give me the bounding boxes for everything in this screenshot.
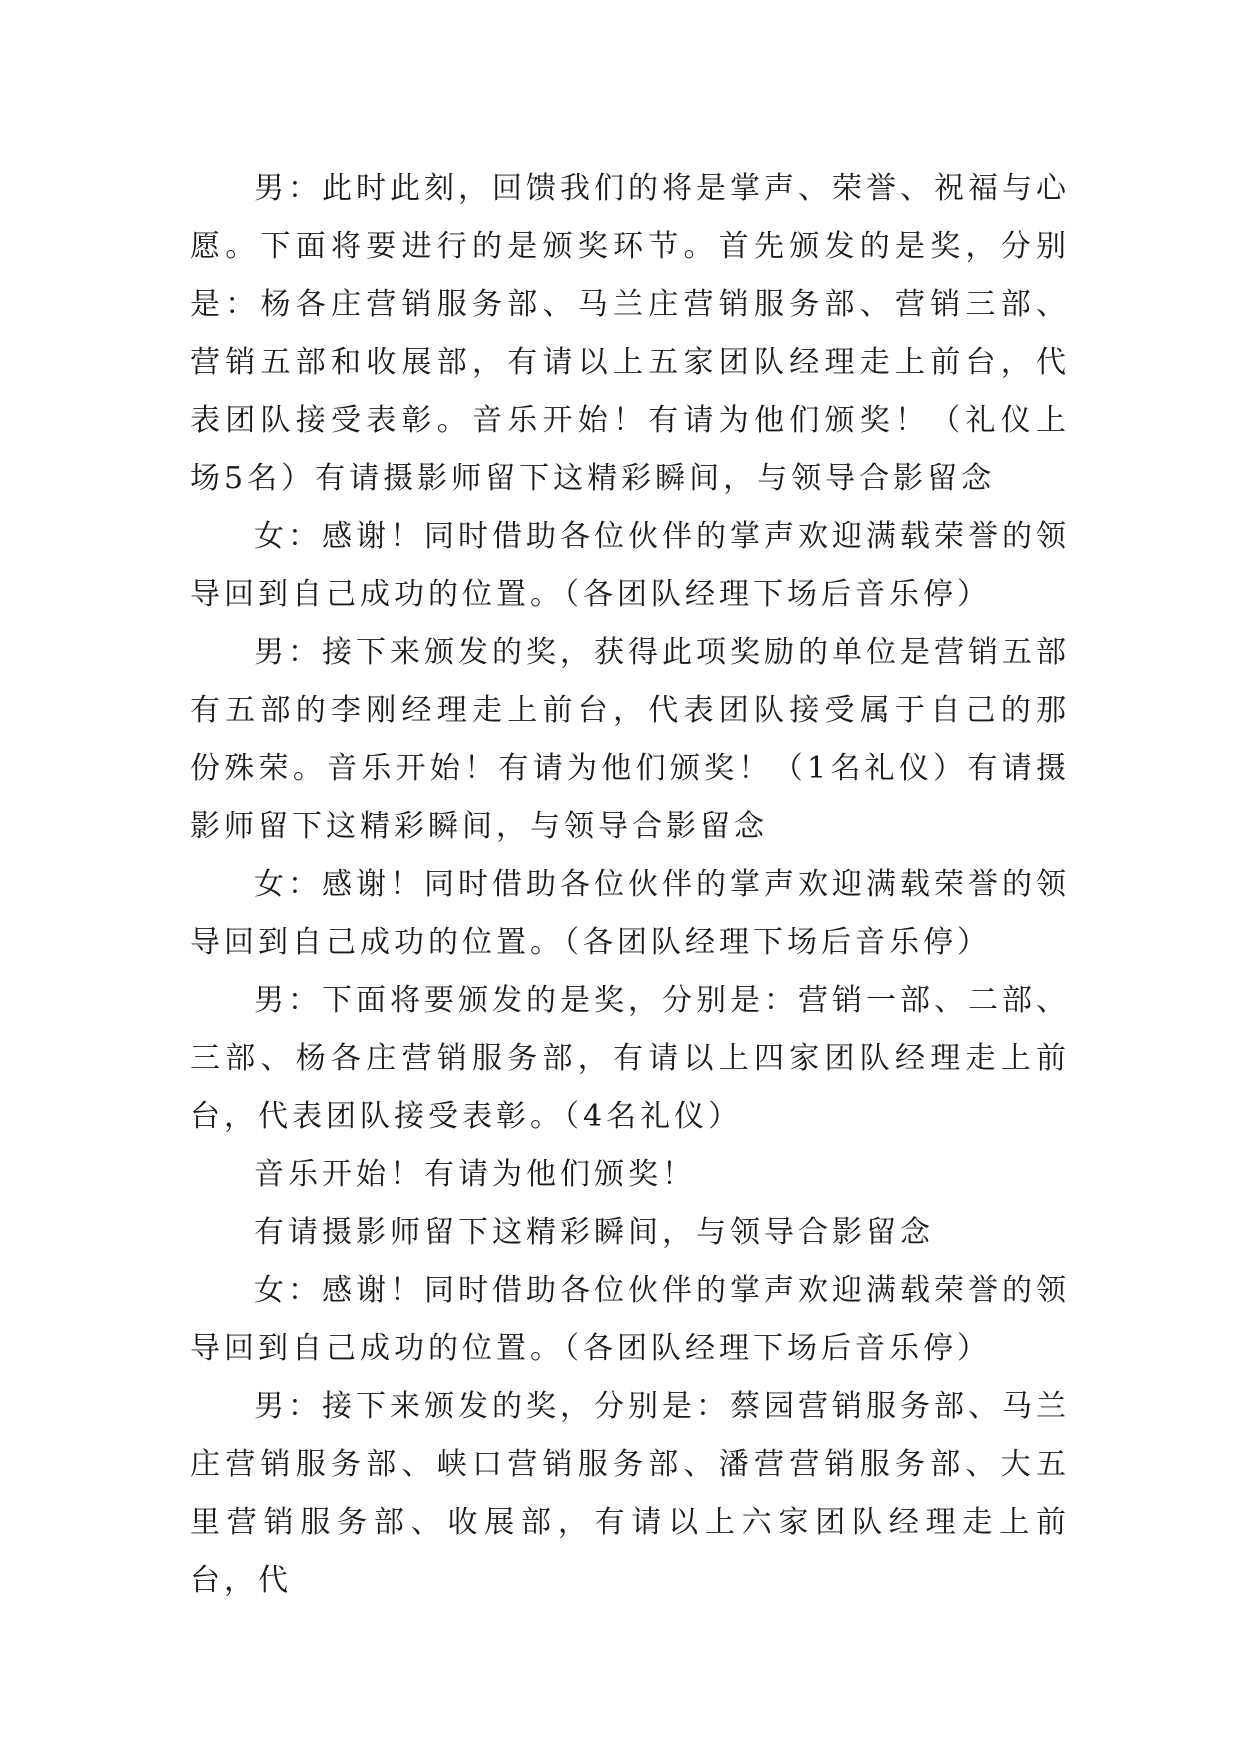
- paragraph-3: 男：接下来颁发的奖，获得此项奖励的单位是营销五部有五部的李刚经理走上前台，代表团队接受属于自己的那份殊荣。音乐开始！有请为他们颁奖！（1名礼仪）有请摄影师留下这精彩瞬间，与领导合影留念: [190, 635, 1070, 844]
- paragraph-8: 女：感谢！同时借助各位伙伴的掌声欢迎满载荣誉的领导回到自己成功的位置。（各团队经理下场后音乐停）: [190, 1273, 1070, 1366]
- paragraph-7: 有请摄影师留下这精彩瞬间，与领导合影留念: [254, 1215, 934, 1250]
- document-body: [190, 160, 1070, 1610]
- paragraph-5: 男：下面将要颁发的是奖，分别是：营销一部、二部、三部、杨各庄营销服务部，有请以上四家团队经理走上前台，代表团队接受表彰。（4名礼仪）: [190, 983, 1070, 1134]
- paragraph-1: 男：此时此刻，回馈我们的将是掌声、荣誉、祝福与心愿。下面将要进行的是颁奖环节。首先颁发的是奖，分别是：杨各庄营销服务部、马兰庄营销服务部、营销三部、营销五部和收展部，有请以上五家团队经理走上前台，代表团队接受表彰。音乐开始！有请为他们颁奖！（礼仪上场5名）有请摄影师留下这精彩瞬间，与领导合影留念: [190, 171, 1070, 496]
- paragraph-2: 女：感谢！同时借助各位伙伴的掌声欢迎满载荣誉的领导回到自己成功的位置。（各团队经理下场后音乐停）: [190, 519, 1070, 612]
- paragraph-6: 音乐开始！有请为他们颁奖！: [254, 1157, 696, 1192]
- paragraph-4: 女：感谢！同时借助各位伙伴的掌声欢迎满载荣誉的领导回到自己成功的位置。（各团队经理下场后音乐停）: [190, 867, 1070, 960]
- paragraph-9: 男：接下来颁发的奖，分别是：蔡园营销服务部、马兰庄营销服务部、峡口营销服务部、潘营营销服务部、大五里营销服务部、收展部，有请以上六家团队经理走上前台，代: [190, 1389, 1070, 1598]
